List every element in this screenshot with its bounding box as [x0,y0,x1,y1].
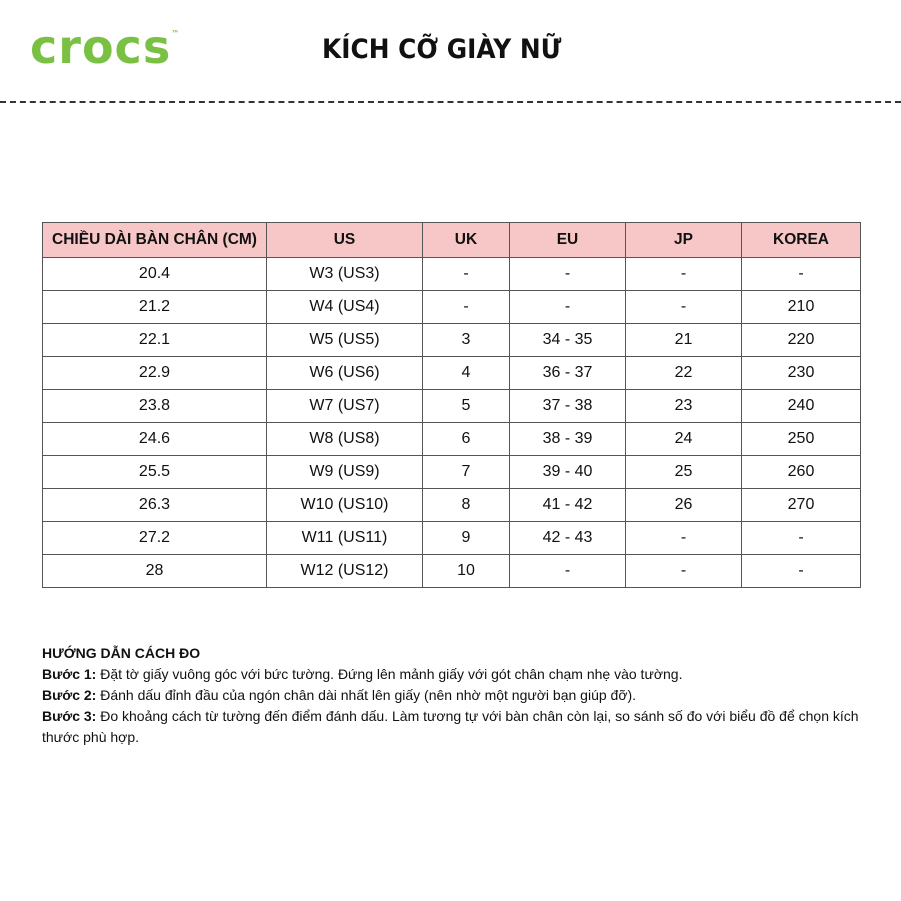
table-cell: 9 [423,522,510,555]
header-eu: EU [510,223,626,258]
table-cell: W5 (US5) [267,324,423,357]
table-cell: 240 [742,390,861,423]
trademark-symbol: ™ [171,29,180,38]
step-text: Đánh dấu đỉnh đầu của ngón chân dài nhất lên giấy (nên nhờ một người bạn giúp đỡ). [96,687,637,703]
guide-title: HƯỚNG DẪN CÁCH ĐO [42,645,201,661]
table-cell: 220 [742,324,861,357]
table-cell: 38 - 39 [510,423,626,456]
table-cell: - [626,522,742,555]
table-row [43,555,861,588]
table-cell: 6 [423,423,510,456]
table-cell: - [742,258,861,291]
table-cell: 24 [626,423,742,456]
table-cell: 39 - 40 [510,456,626,489]
table-row [43,324,861,357]
table-cell: 28 [43,555,267,588]
table-row [43,291,861,324]
step-label: Bước 1: [42,666,97,682]
table-cell: - [423,258,510,291]
page-title: KÍCH CỠ GIÀY NỮ [322,34,562,65]
table-cell: 41 - 42 [510,489,626,522]
table-cell: 26.3 [43,489,267,522]
header-foot-length: CHIỀU DÀI BÀN CHÂN (CM) [43,223,267,258]
table-row [43,489,861,522]
table-row [43,357,861,390]
step-label: Bước 3: [42,708,97,724]
header-uk: UK [423,223,510,258]
measurement-guide [42,643,862,748]
guide-step-2 [42,685,862,706]
header-jp: JP [626,223,742,258]
table-row [43,456,861,489]
table-cell: - [626,258,742,291]
table-cell: 25 [626,456,742,489]
table-cell: 26 [626,489,742,522]
table-row [43,258,861,291]
table-cell: - [742,522,861,555]
table-cell: 4 [423,357,510,390]
step-text: Đo khoảng cách từ tường đến điểm đánh dấu. Làm tương tự với bàn chân còn lại, so sánh số đo với biểu đồ để chọn kích thước phù hợp. [42,708,859,745]
table-cell: 21.2 [43,291,267,324]
table-cell: 7 [423,456,510,489]
table-cell: 20.4 [43,258,267,291]
table-cell: W10 (US10) [267,489,423,522]
table-cell: 3 [423,324,510,357]
table-cell: 22.1 [43,324,267,357]
header-korea: KOREA [742,223,861,258]
table-cell: 25.5 [43,456,267,489]
table-cell: 37 - 38 [510,390,626,423]
table-row [43,423,861,456]
table-row [43,390,861,423]
table-cell: 5 [423,390,510,423]
table-cell: W9 (US9) [267,456,423,489]
table-cell: 27.2 [43,522,267,555]
table-header-row [43,223,861,258]
table-cell: W4 (US4) [267,291,423,324]
table-cell: 270 [742,489,861,522]
table-cell: 210 [742,291,861,324]
table-cell: 22 [626,357,742,390]
table-cell: W3 (US3) [267,258,423,291]
table-cell: 260 [742,456,861,489]
table-cell: 230 [742,357,861,390]
table-cell: - [626,291,742,324]
dashed-divider [0,101,901,103]
table-cell: - [510,291,626,324]
guide-step-3 [42,706,862,748]
table-cell: 24.6 [43,423,267,456]
header-us: US [267,223,423,258]
table-cell: 23 [626,390,742,423]
brand-name: crocs [30,20,172,74]
crocs-logo [30,20,180,74]
step-text: Đặt tờ giấy vuông góc với bức tường. Đứng lên mảnh giấy với gót chân chạm nhẹ vào tường. [96,666,683,682]
table-cell: 8 [423,489,510,522]
table-cell: W11 (US11) [267,522,423,555]
guide-step-1 [42,664,862,685]
table-cell: 21 [626,324,742,357]
table-cell: 250 [742,423,861,456]
table-cell: 10 [423,555,510,588]
table-cell: - [510,258,626,291]
table-cell: 34 - 35 [510,324,626,357]
table-cell: 36 - 37 [510,357,626,390]
table-cell: 22.9 [43,357,267,390]
table-cell: W8 (US8) [267,423,423,456]
table-row [43,522,861,555]
size-chart-table [42,222,861,588]
table-cell: W7 (US7) [267,390,423,423]
table-cell: - [423,291,510,324]
table-cell: - [510,555,626,588]
table-cell: W6 (US6) [267,357,423,390]
table-cell: 23.8 [43,390,267,423]
step-label: Bước 2: [42,687,97,703]
table-cell: W12 (US12) [267,555,423,588]
table-cell: - [626,555,742,588]
table-cell: - [742,555,861,588]
table-cell: 42 - 43 [510,522,626,555]
